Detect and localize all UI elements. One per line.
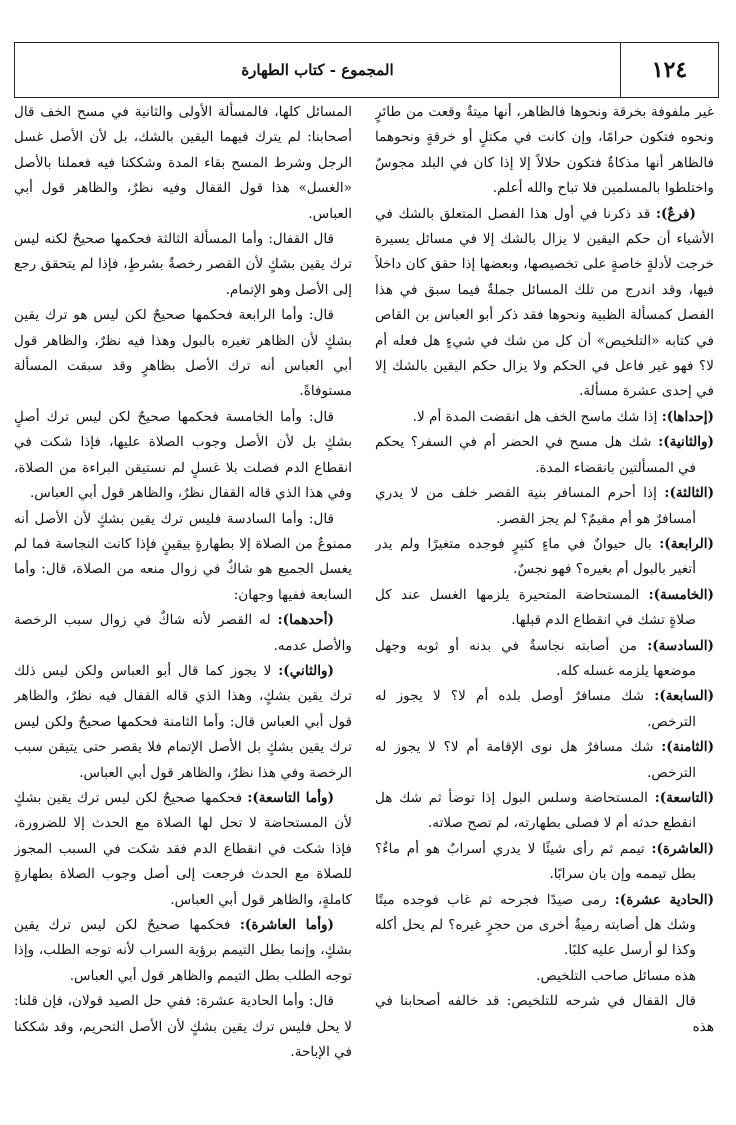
paragraph-text: بال حيوانٌ في ماءٍ كثيرٍ فوجده متغيرًا ولم يدر أتغير بالبول أم بغيره؟ فهو نجسٌ. (375, 535, 696, 578)
paragraph-text: قال القفال: وأما المسألة الثالثة فحكمها صحيحٌ لكنه ليس ترك يقين بشكٍ لأن القصر رخصةٌ بشرطٍ، فإذا لم يتحقق رجع إلى الأصل وهو الإتمام. (14, 231, 352, 298)
paragraph-text: هذه مسائل صاحب التلخيص. (536, 967, 696, 984)
paragraph-heading: (أحدهما): (277, 612, 334, 629)
page-header (14, 42, 719, 98)
paragraph-heading: (التاسعة): (654, 789, 714, 806)
paragraph-text: شك هل مسح في الحضر أم في السفر؟ يحكم في المسألتين بانقضاء المدة. (375, 434, 696, 476)
paragraph (375, 583, 714, 634)
paragraph (14, 507, 352, 609)
paragraph-heading: (السادسة): (647, 637, 714, 654)
right-text-column (375, 100, 714, 1112)
paragraph-heading: (إحداها): (661, 408, 714, 425)
paragraph-text: قال: وأما الحادية عشرة: ففي حل الصيد قولان، فإن قلنا: لا يحل فليس ترك يقين بشكٍ لأن الأصل التحريم، وقد شككنا في الإباحة. (14, 993, 352, 1061)
paragraph (375, 735, 714, 786)
paragraph (14, 913, 352, 989)
paragraph-text: المسائل كلها، فالمسألة الأولى والثانية في مسح الخف قال أصحابنا: لم يترك فيهما اليقين بالشك، بل لأن الأصل غسل الرجل وشرط المسح بقاء المدة وشككنا فيه فعملنا بالأصل «الغسل» هذا قول القفال وفيه نظرٌ، والظاهر قول أبي العباس. (14, 104, 352, 222)
paragraph (375, 532, 714, 583)
paragraph (14, 659, 352, 786)
paragraph-text: قال القفال في شرحه للتلخيص: قد خالفه أصحابنا في هذه (375, 993, 714, 1035)
paragraph (375, 405, 714, 430)
paragraph-text: شك مسافرٌ أوصل بلده أم لا؟ لا يجوز له الترخص. (375, 688, 696, 730)
paragraph-text: قال: وأما السادسة فليس ترك يقين بشكٍ لأن الأصل أنه ممنوعٌ من الصلاة إلا بطهارةٍ بيقينٍ فإذا كانت النجاسة فما لم يغسل الجميع هو شاكٌ في زوال منعه من الصلاة، قال: وأما السابعة ففيها وجهان: (14, 510, 352, 603)
paragraph-text: فحكمها صحيحٌ لكن ليس ترك يقين بشكٍ لأن المستحاضة لا تحل لها الصلاة مع الحدث إلا للضرورة، فإذا شكت في انقطاع الدم فقد شكت في السبب المجوز للصلاة مع الحدث فرجعت إلى أصل وجوب الصلاة بطهارةٍ كاملةٍ، والظاهر قول أبي العباس. (14, 789, 352, 908)
paragraph (14, 227, 352, 303)
paragraph (375, 100, 714, 202)
paragraph (375, 786, 714, 837)
page-number: ١٢٤ (620, 43, 718, 97)
paragraph-heading: (والثاني): (278, 662, 334, 679)
paragraph-text: فحكمها صحيحٌ لكن ليس ترك يقين بشكٍ، وإنما بطل التيمم برؤية السراب لأنه توجه الطلب، وإذا توجه الطلب بطل التيمم والظاهر قول أبي العباس. (14, 917, 352, 984)
paragraph-text: إذا أحرم المسافر بنية القصر خلف من لا يدري أمسافرٌ هو أم مقيمٌ؟ لم يجز القصر. (375, 485, 696, 527)
paragraph-heading: (الرابعة): (659, 535, 714, 552)
paragraph (375, 837, 714, 888)
paragraph (375, 964, 714, 989)
paragraph-text: رمى صيدًا فجرحه ثم غاب فوجده ميتًا وشك هل أصابته رميةٌ أخرى من حجرٍ غيره؟ لم يحل أكله وكذا لو أرسل عليه كلبًا. (375, 891, 696, 959)
paragraph (14, 100, 352, 227)
paragraph-heading: (والثانية): (658, 434, 714, 451)
paragraph-text: غير ملفوفة بخرقة ونحوها فالظاهر، أنها ميتةٌ وقعت من طائرٍ ونحوه فتكون حرامًا، وإن كانت في مكتلٍ أو خرقةٍ ونحوهما فالظاهر أنها مذكاةٌ فتكون حلالاً إلا إذا كان في البلد مجوسٌ واختلطوا بالمسلمين فلا تباح والله أعلم. (375, 104, 714, 197)
paragraph-heading: (العاشرة): (651, 840, 714, 857)
paragraph-text: له القصر لأنه شاكٌ في زوال سبب الرخصة والأصل عدمه. (14, 612, 352, 654)
paragraph-heading: (فرعٌ): (656, 205, 696, 222)
paragraph (375, 684, 714, 735)
paragraph-text: قال: وأما الرابعة فحكمها صحيحٌ لكن ليس هو ترك يقين بشكٍ لأن الظاهر تغيره بالبول وهذا فيه نظرٌ، والظاهر قول أبي العباس أنه ترك الأصل بظاهرٍ وقد سبقت المسألة مستوفاةً. (14, 307, 352, 400)
paragraph-text: من أصابته نجاسةٌ في بدنه أو ثوبه وجهل موضعها يلزمه غسله كله. (375, 637, 696, 679)
paragraph (375, 989, 714, 1040)
paragraph-text: تيمم ثم رأى شيئًا لا يدري أسرابٌ هو أم ماءٌ؟ بطل تيممه وإن بان سرابًا. (375, 840, 696, 883)
running-title: المجموع - كتاب الطهارة (241, 61, 394, 79)
paragraph-text: قد ذكرنا في أول هذا الفصل المتعلق بالشك في الأشياء أن حكم اليقين لا يزال بالشك إلا في مسائل يسيرة خرجت لأدلةٍ خاصةٍ على تخصيصها، وبعضها إذا حقق كان داخلاً فيها، وقد اندرج من تلك المسائل جملةٌ فيما سبق في هذا الفصل كمسألة الظبية ونحوها فقد ذكر أبو العباس بن القاص في كتابه «التلخيص» أن كل من شك في شيءٍ هل فعله أم لا؟ فهو غير فاعل في الحكم ولا يزال حكم اليقين بالشك إلا في إحدى عشرة مسألة. (375, 205, 714, 400)
paragraph (14, 989, 352, 1065)
paragraph-text: لا يجوز كما قال أبو العباس ولكن ليس ذلك ترك يقين بشكٍ، وهذا الذي قاله القفال فيه نظرٌ، والظاهر قول أبي العباس قال: وأما الثامنة فحكمها صحيحٌ ولكن ليس ترك يقين بشكٍ بل الأصل الإتمام فلا يقصر حتى يتيقن سبب الرخصة وفي هذا نظرٌ، والظاهر قول أبي العباس. (14, 662, 352, 781)
paragraph-text: قال: وأما الخامسة فحكمها صحيحٌ لكن ليس ترك أصلٍ بشكٍ بل لأن الأصل وجوب الصلاة عليها، فإذا شكت في انقطاع الدم فصلت بلا غسلٍ لم نستيقن البراءة من الصلاة، وفي هذا الذي قاله القفال نظرٌ، والظاهر قول أبي العباس. (14, 408, 352, 502)
paragraph-heading: (الثامنة): (661, 739, 714, 756)
paragraph (375, 481, 714, 532)
paragraph (14, 786, 352, 913)
paragraph-heading: (الحادية عشرة): (614, 891, 714, 908)
paragraph-text: شك مسافرٌ هل نوى الإقامة أم لا؟ لا يجوز له الترخص. (375, 739, 696, 781)
paragraph-text: إذا شك ماسح الخف هل انقضت المدة أم لا. (412, 408, 662, 425)
paragraph-heading: (السابعة): (654, 688, 714, 705)
paragraph (375, 888, 714, 964)
paragraph-text: المستحاضة المتحيرة يلزمها الغسل عند كل صلاةٍ تشك في انقطاع الدم قبلها. (375, 586, 696, 629)
paragraph-heading: (وأما التاسعة): (247, 789, 335, 806)
paragraph (375, 634, 714, 685)
paragraph (14, 303, 352, 405)
paragraph-heading: (وأما العاشرة): (239, 917, 334, 933)
paragraph-heading: (الخامسة): (648, 586, 714, 603)
paragraph (375, 430, 714, 481)
paragraph (14, 608, 352, 659)
paragraph (14, 405, 352, 507)
left-text-column (14, 100, 352, 1112)
paragraph (375, 202, 714, 405)
paragraph-text: المستحاضة وسلس البول إذا توضأ ثم شك هل انقطع حدثه أم لا فصلى بطهارته، لم تصح صلاته. (375, 789, 696, 832)
paragraph-heading: (الثالثة): (664, 485, 714, 502)
